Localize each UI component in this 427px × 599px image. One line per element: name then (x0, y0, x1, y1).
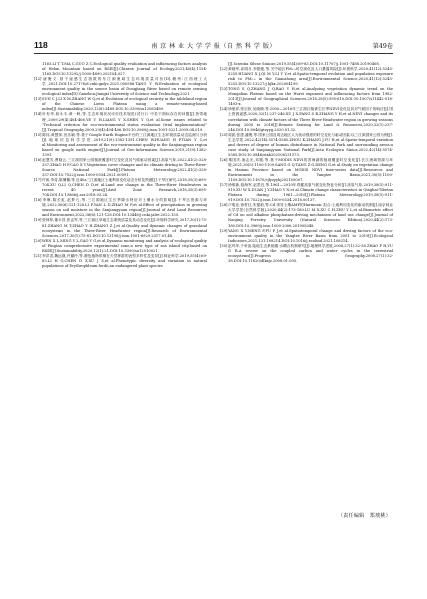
references-right-column (220, 62, 393, 264)
reference-item: [16]赵慧芳,曹晓云,三江源国家公园植被覆盖时空变化及其气候驱动因素[J].高原气象,2022,41(2):328-337.ZHAO H F,CAO X Y.Vegetation cover changes and its climate driving in Three-River-Source National Park[J].Plateau Meteorology,2022,41(2):328-337.DOI:10.7522/j.issn.1000-0534.2021.00091. (34, 157, 207, 178)
reference-item: [14]叶有华,骆永丰,黄一帆,等.生态环境状况评价技术规范(试行)》中若干指标存在的问题[J].热带地理,2009,29(4):404-406.YE Y H,LIANG Y X,SHEN Y Q,et al.Some issues related to "Technical criterion for eco-environmental status evaluation (trial implementation)"[J].Tropical Geography,2009,29(4):404-406.DOI:10.3969/j.issn.1001-5221.2009.04.019. (34, 112, 207, 132)
reference-item: [28]卢明亚,徐哲红,朱德莉,等.Cd 诱导土壤AMF的Harmonic 拟合:土地利用变化的驱动机制[J].南京林业大学学报(自然科学版),2020,44(2):173-180.LU M X,XU C H,ZHU Y L,et al.Biometric effect of Cd on soil alkaline phosphatase:driving mechanism of land use change[J].Journal of Nanjing Forestry University (Natural Sciences Edition),2020,44(2):173-180.DOI:10.3969/j.issn.1000-2006.201905048. (220, 203, 393, 228)
reference-item: [24]徐豪祥,张宗欣,吴晓楠,等.2000—2016年三江源区植被生长季NDVI变化及其对气候因子的响应[J].国土资源遥感,2020,32(1):237-246.XU J X,FANG S B,ZHANG Y H,et al.NDVI changes and its correlation with climate factors of the Three River-Headwater region in growing seasons during 2000 to 2016[J].Remote Sensing for Land & Resources,2020,32(1):237-246.DOI:10.6046/gtzyyg.2020.01.32. (220, 107, 393, 132)
reference-item: [26]秦国庆,唐志光,邓刚,等.基于MODIS NDVI的青海湖的植被覆盖时空变化[J].长江流域资源与环境,2021,30(5):1100-1109.SANG G Q,TANG Z G,DENG G,et al.Study on vegetation change in Hainan Province based on MODIS NDVI time-series data[J].Resources and Environment in the Yangtze Basin,2021,30(5):1100-1109.DOI:10.11870/cjlyzyyhj202105007. (220, 157, 393, 183)
journal-name: 南 京 林 业 大 学 学 报（自 然 科 学 版） (151, 43, 276, 50)
running-header (34, 40, 393, 54)
reference-item: [17]许茜,李奇,陈懂懂,等.近40a三江源地区土地利用变化动态分析及预测[J].干旱区研究,2018,35(3):695-704.XU Q,LI Q,CHEN D D,et al.Land use change in the Three-River Headwaters in recent 40 years[J].Arid Zone Research,2018,35(3):695-704.DOI:10.13866/j.azr.2018.03.24. (34, 178, 207, 198)
volume-label: 第49卷 (372, 43, 393, 50)
reference-item: [25]周凯,张建,潘俊,等.国家公园及周边地区人为扰动强度的时空变化与驱动因素:以三江源国家公园为例[J].生态学报,2022,42(14):5574-5585.ZHOU K,ZHANG J,YU H,et al.Spatio-temporal variation and drivers of degree of human disturbance in National Park and surrounding areas:a case study of Sanjiangyuan National Park[J].Acta Ecologica Sinica,2022,42(14):5574-5585.DOI:10.5846/stxb202106131573. (220, 132, 393, 157)
reference-item: 1165.LI T T,MA C,GUO Z C.Ecological quality evaluation and influencing factors analysis of Helan Mountain based on RSEI[J].Chinese Journal of Ecology,2021,40(4):1154-1165.DOI:10.13292/j.1000-4890.202104.027. (42, 62, 207, 77)
reference-item: [29]YANG X Y,MENG F,FU P J,et al.Spatiotemporal change and driving factors of the eco-environment quality in the Yangtze River Basin from 2001 to 2019[J].Ecological Indicators,2021,131:108214.DOI:10.1016/j.ecolind.2021.108214. (220, 228, 393, 243)
reference-item: [18]李琳,陈长虹,赵梦凡,等.三江源地区生长季降水特征对土壤水分的影响[J].干旱区资源与环境,2022,36(6):121-128.LI F,YAN L D,ZHAO M F,et al.Effect of precipitation in growing season on soil moisture in the Sanjiangyuan region[J].Journal of Arid Land Resources and Environment,2022,36(6):121-128.DOI:10.13448/j.cnki.jalre.2022.155. (34, 198, 207, 218)
references-left-column (34, 62, 207, 269)
reference-item: [15]陈伟,黄慧萍,田乐颖,等.基于Google Earth Engine平台的三江源地区生态环境质量动态监测与分析[J].地球信息科学学报,2019,21(9):1382-1391.CHEN W,HUANG H P,TIAN Y C,et al.Monitoring and assessment of the eco-environment quality in the Sanjiangyuan region based on google earth engine[J].Journal of Geo-Information Science,2019,21(9):1382-1391. (34, 132, 207, 157)
responsible-editor-note: （责任编辑 郑琰桃） (337, 513, 391, 519)
reference-item: [20]WEN X L,MING Y L,GAO Y G,et al.Dynamic monitoring and analysis of ecological quality of Pingtan comprehensive experimental zone,a new type of sea island city,based on RSEI[J].Sustainability,2020,12(1):21.DOI:10.3390/su12010021. (34, 238, 207, 253)
reference-item: [J].Scientia Silvae Sinicae,2019,55(4):69-83.DOI:10.11707/j.1001-7488.20190408. (228, 62, 380, 66)
reference-item: [19]张林梓,董永昌,张孟军,等.三江源区草地生态系统质量及其动态变化[J].环境科学研究,2017,30(1):75-81.ZHANG M T,ZHAO Y H,ZHANG Z J,et al.Quality and dynamic changes of grassland ecosystems in the Three-River Headwater region[J].Research of Environmental Sciences,2017,30(1):75-81.DOI:10.13198/j.issn.1001-6929.2017.01.48. (34, 218, 207, 238)
reference-item: [13]SUN C J,LI X M,ZHANG W Q,et al.Evolution of ecological security in the tableland region of the Chinese Loess Plateau using a remote-sensing-based index[J].Sustainability,2020,12(8):3489.DOI:10.3390/su12083489. (34, 97, 207, 112)
reference-item: [27]徐维新,段海军,赵景宜,等.1961—2010年青藏高原气候变化特征分析[J].高原气象,2019,38(5):911-919.XU W X,DUAN J Y,ZHAO Y N,et al.Climate change characteristics in Qinghai-Tibetan Plateau during 1961—2010[J].Plateau Meteorology,2019,38(5):911-919.DOI:10.7522/j.issn.1000-0534.2018.00137. (220, 183, 393, 203)
page-number: 118 (34, 40, 48, 50)
reference-item: [30]赵玛华,于荣谊.陆地生态系统碳-水耦合机制研究[J].地理科学进展,2008,27(1):32-38.ZHAO F H,YU G R.A review on the coupled carbon and water cycles in the terrestrial ecosystems[J].Progress in Geography,2008,27(1):32-38.DOI:10.11820/dlkxjz.2008.01.005. (220, 243, 393, 263)
reference-item: [22]黄晓军,祁明月,李艳艳,等.关中地区PM₂.₅时空演化及人口暴露风险[J].环境科学,2020,41(12):5245-5255.HUANG X J,QI M Y,LI Y Y,et al.Spatio-temporal evolution and population exposure risk to PM₂.₅ in the Guanzhong area[J].Environmental Science,2020,41(12):5245-5255.DOI:10.13227/j.hjkx.202004199. (220, 67, 393, 87)
reference-item: [12]唐衡义.基于遥感生态指数的东江源流域生态环境质量评价[D].赣州:江西理工大学,2021.DOI:10.27176/d.cnki.gnfyc.2021.000588.TANG Y W.Evaluation of ecological environment quality in the source basin of Dongjiang River based on remote sensing ecological index[D].Ganzhou:Jiangxi University of Science and Technology,2021. (34, 77, 207, 97)
reference-item: [21]李洪香,魏远继,许璐玲,等.濒危植物珙桐在天然种群的表型多样性及变异[J].林业科学,2019,55(4):69-83.LI H G,CHEN D Z,XU J S,et al.Phenotypic diversity and variation in natural populations of Erythrophleum fordii,an endangered plant species (34, 253, 207, 268)
reference-item: [23]TONG S Q,ZHANG J Q,BAO Y H,et al.Analyzing vegetation dynamic trend on the Mongolian Plateau based on the Hurst exponent and influencing factors from 1982-2013[J].Journal of Geographical Sciences,2018,28(5):595-610.DOI:10.1007/s11442-018-1493-x. (220, 87, 393, 107)
